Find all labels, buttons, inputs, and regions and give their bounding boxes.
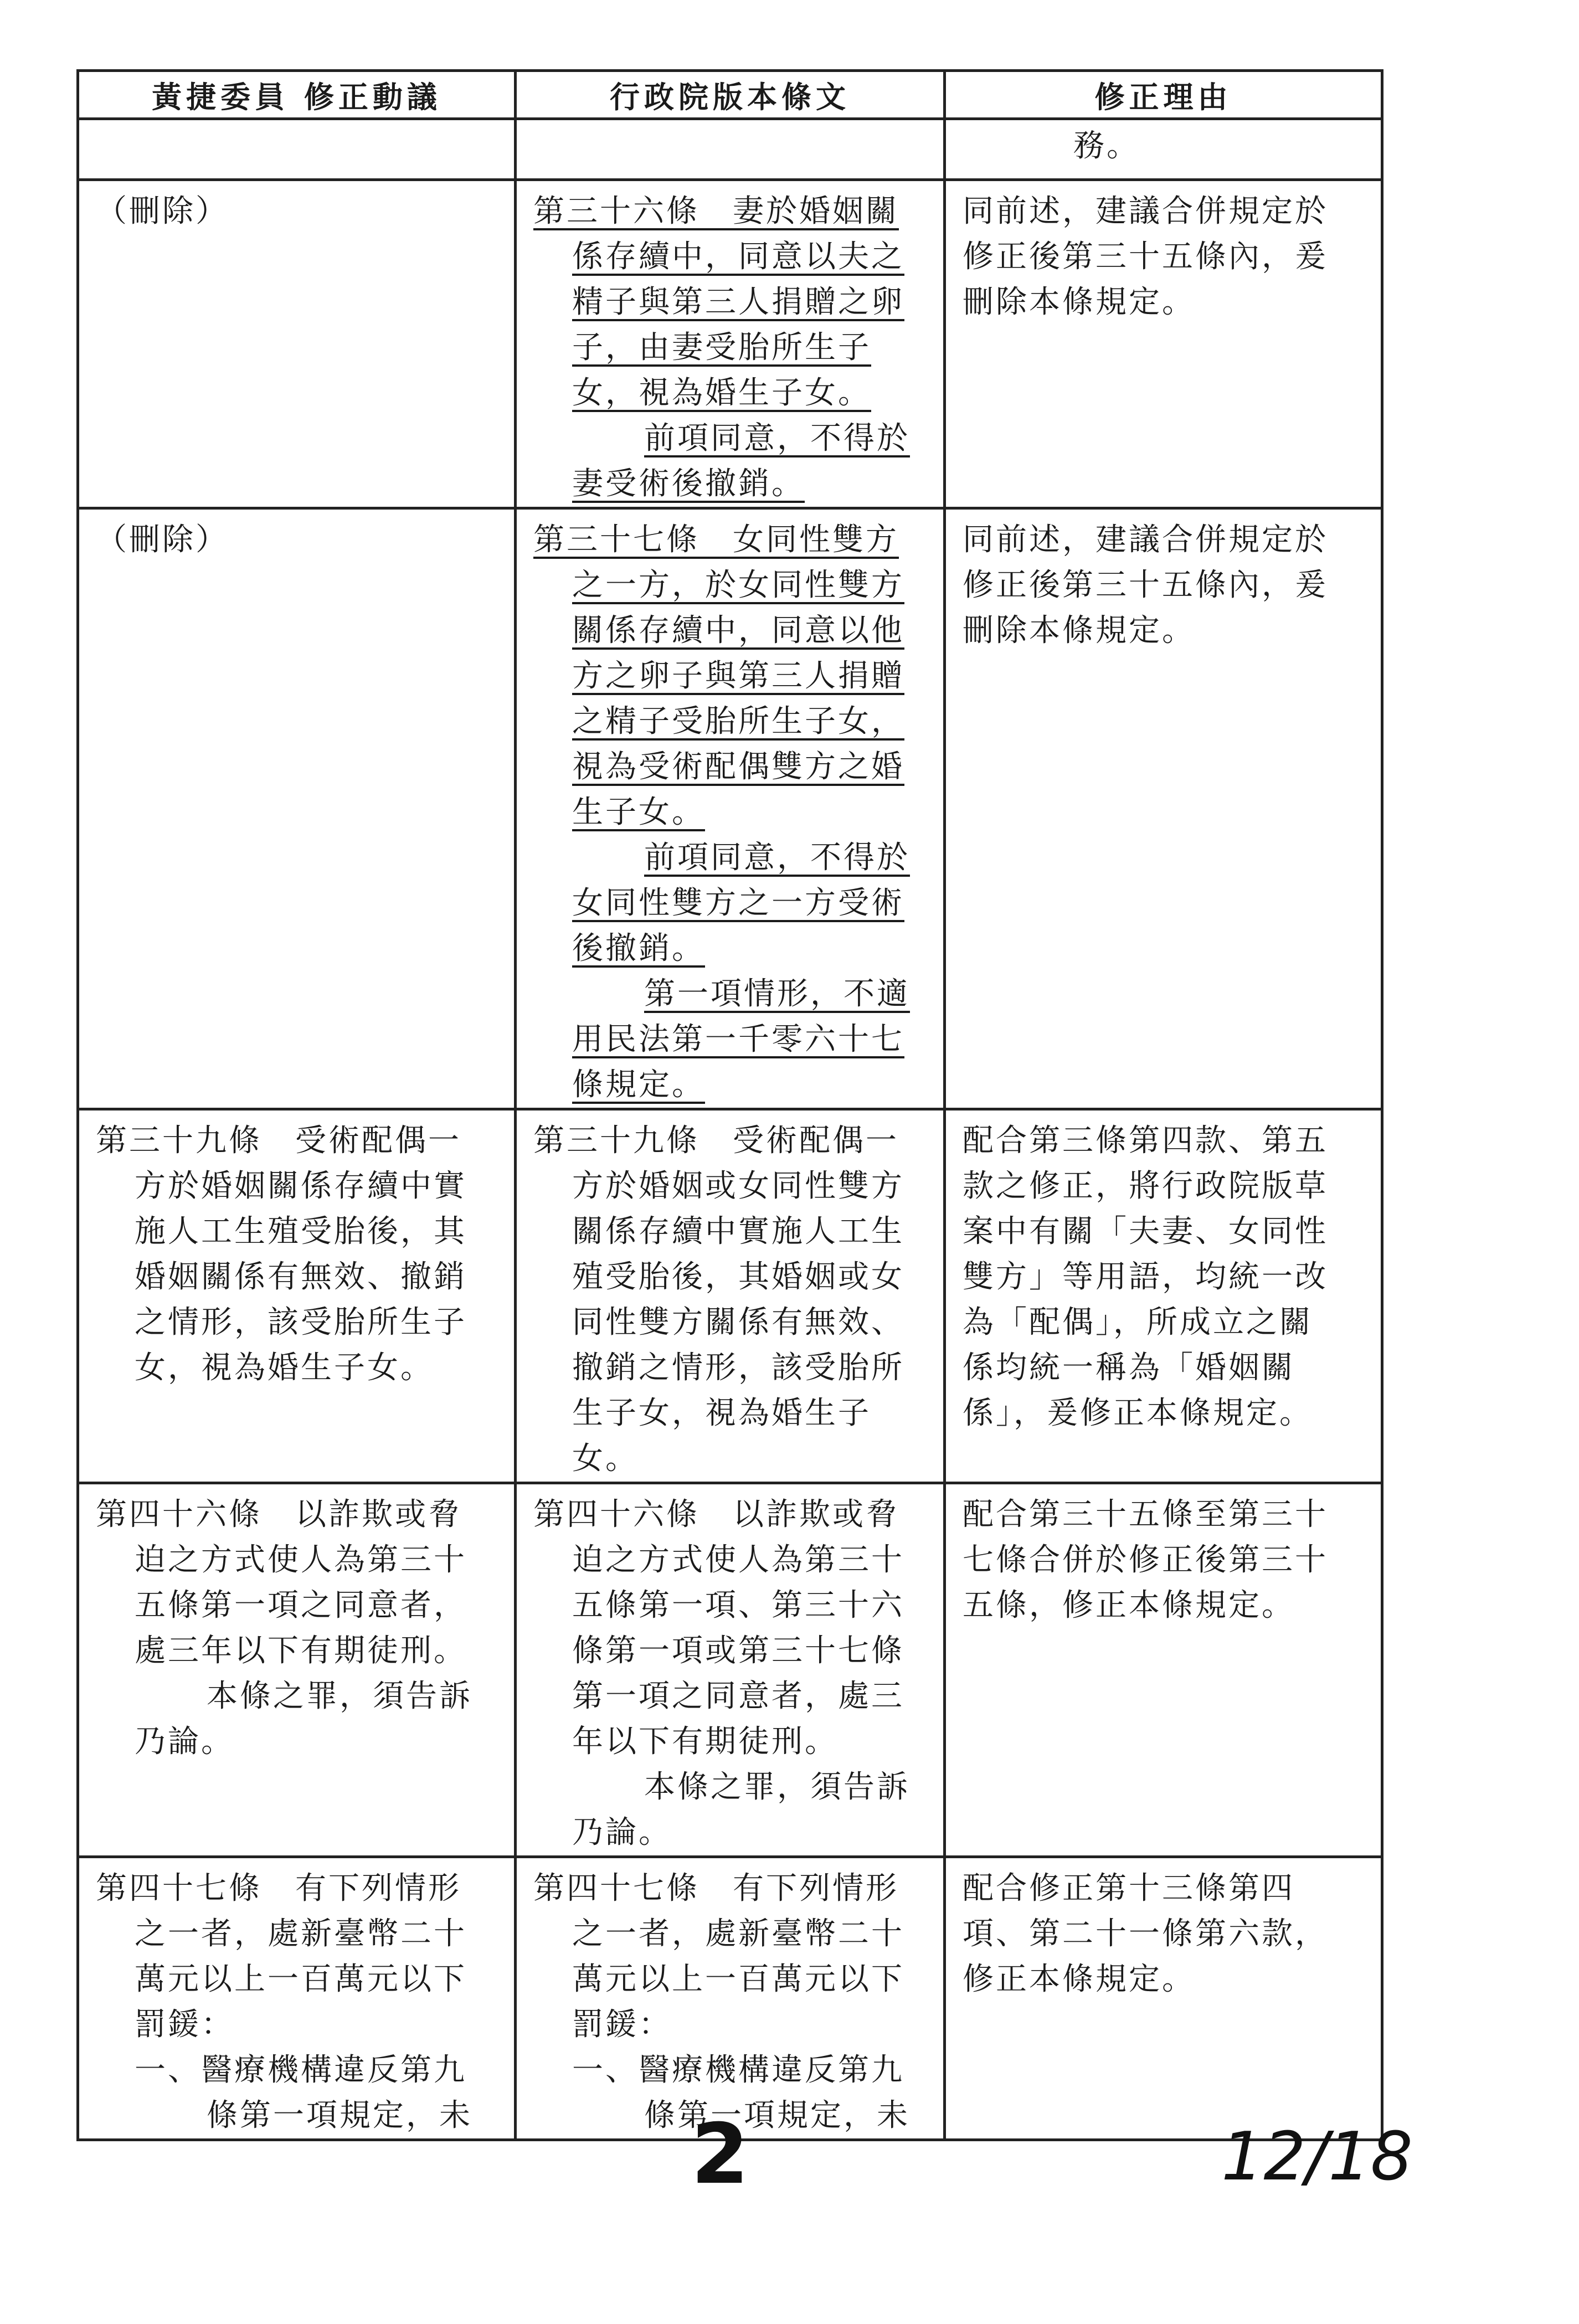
cell-text-line xyxy=(79,1911,514,1957)
cell-text-line xyxy=(79,1674,514,1719)
cell-text: 五條第一項之同意者， xyxy=(135,1587,467,1623)
cell-text: 五條第一項、第三十六 xyxy=(572,1587,904,1623)
cell-text: 婚姻關係有無效、撤銷 xyxy=(135,1259,467,1295)
cell-text-line xyxy=(946,280,1381,325)
table-row xyxy=(78,1483,1382,1857)
motion-cell xyxy=(78,1483,516,1857)
cell-text: 女，視為婚生子女。 xyxy=(572,375,871,411)
cell-text: 條規定。 xyxy=(572,1067,705,1103)
cell-text: 女。 xyxy=(572,1441,639,1477)
cell-text: 用民法第一千零六十七 xyxy=(572,1021,904,1057)
cell-text-line xyxy=(517,2002,943,2048)
cell-text-line xyxy=(79,1957,514,2002)
cell-text: 方於婚姻或女同性雙方 xyxy=(572,1168,904,1204)
cell-text-line xyxy=(517,325,943,371)
cell-text-line xyxy=(517,1017,943,1062)
header-amendment-reason: 修正理由 xyxy=(945,71,1382,119)
cell-text-line xyxy=(517,234,943,280)
cell-text: 之一者，處新臺幣二十 xyxy=(572,1916,904,1952)
cell-text: 第三十六條 妻於婚姻關 xyxy=(533,193,899,229)
reason-cell xyxy=(945,119,1382,180)
cell-text-line xyxy=(517,371,943,416)
reason-cell xyxy=(945,1483,1382,1857)
cell-text: 修正後第三十五條內，爰 xyxy=(963,239,1328,275)
motion-cell xyxy=(78,508,516,1109)
cell-text-line xyxy=(946,1391,1381,1436)
cell-text-line xyxy=(517,790,943,835)
cell-text: 案中有關「夫妻、女同性 xyxy=(963,1214,1328,1250)
executive-cell xyxy=(516,1857,945,2140)
cell-text: 年以下有期徒刑。 xyxy=(572,1724,838,1760)
executive-cell xyxy=(516,119,945,180)
cell-text-line xyxy=(946,1345,1381,1391)
cell-text-line xyxy=(946,1583,1381,1628)
cell-text-line xyxy=(517,654,943,699)
cell-text: 處三年以下有期徒刑。 xyxy=(135,1633,467,1669)
cell-text-line xyxy=(517,699,943,744)
cell-text-line xyxy=(517,1209,943,1254)
cell-text-line xyxy=(517,189,943,234)
cell-text: 第三十九條 受術配偶一 xyxy=(96,1123,461,1159)
cell-text-line xyxy=(517,1538,943,1583)
cell-text: 條第一項或第三十七條 xyxy=(572,1633,904,1669)
cell-text: 之一方，於女同性雙方 xyxy=(572,567,904,603)
cell-text-line xyxy=(517,2048,943,2093)
executive-cell xyxy=(516,1109,945,1483)
cell-text: 迫之方式使人為第三十 xyxy=(135,1542,467,1578)
cell-text-line xyxy=(517,416,943,461)
cell-text-line xyxy=(517,1164,943,1209)
cell-text: 生子女。 xyxy=(572,794,705,830)
cell-text: 雙方」等用語，均統一改 xyxy=(963,1259,1328,1295)
cell-text: 迫之方式使人為第三十 xyxy=(572,1542,904,1578)
cell-text-line xyxy=(946,563,1381,608)
cell-text-line xyxy=(517,1719,943,1765)
cell-text: （刪除） xyxy=(96,193,229,229)
cell-text: 子，由妻受胎所生子 xyxy=(572,330,871,366)
cell-text-line xyxy=(517,1866,943,1911)
cell-text-line xyxy=(79,1209,514,1254)
cell-text: 為「配偶」，所成立之關 xyxy=(963,1304,1313,1340)
cell-text-line xyxy=(946,189,1381,234)
cell-text: 本條之罪，須告訴 xyxy=(644,1769,910,1805)
cell-text-line xyxy=(517,1300,943,1345)
cell-text-line xyxy=(946,517,1381,563)
cell-text-line xyxy=(946,1254,1381,1300)
cell-text-line xyxy=(79,517,514,563)
cell-text-line xyxy=(79,2002,514,2048)
cell-text-line xyxy=(79,1866,514,1911)
cell-text-line xyxy=(517,1911,943,1957)
cell-text-line xyxy=(79,1164,514,1209)
cell-text-line xyxy=(517,744,943,790)
cell-text-line xyxy=(79,1492,514,1538)
cell-text: 係」，爰修正本條規定。 xyxy=(963,1395,1313,1431)
cell-text: 條第一項規定，未 xyxy=(644,2097,910,2133)
executive-cell xyxy=(516,508,945,1109)
cell-text-line xyxy=(946,1957,1381,2002)
cell-text-line xyxy=(79,1719,514,1765)
cell-text-line xyxy=(517,1810,943,1855)
executive-cell xyxy=(516,1483,945,1857)
cell-text-line xyxy=(79,1345,514,1391)
comparison-table xyxy=(76,69,1383,2141)
cell-text: 萬元以上一百萬元以下 xyxy=(572,1961,904,1997)
cell-text: 萬元以上一百萬元以下 xyxy=(135,1961,467,1997)
cell-text-line xyxy=(79,1628,514,1674)
cell-text-line xyxy=(517,926,943,971)
motion-cell xyxy=(78,119,516,180)
cell-text: 女同性雙方之一方受術 xyxy=(572,885,904,921)
cell-text: 施人工生殖受胎後，其 xyxy=(135,1214,467,1250)
cell-text-line xyxy=(517,971,943,1017)
cell-text-line xyxy=(517,1957,943,2002)
cell-text: 妻受術後撤銷。 xyxy=(572,466,805,502)
reason-cell xyxy=(945,1109,1382,1483)
cell-text-line xyxy=(79,1300,514,1345)
cell-text: 前項同意，不得於 xyxy=(644,840,910,876)
cell-text-line xyxy=(79,1118,514,1164)
cell-text: 之精子受胎所生子女， xyxy=(572,703,904,739)
cell-text-line xyxy=(946,1209,1381,1254)
cell-text-line xyxy=(79,2093,514,2138)
cell-text-line xyxy=(517,517,943,563)
cell-text: 之情形，該受胎所生子 xyxy=(135,1304,467,1340)
cell-text: 一、醫療機構違反第九 xyxy=(135,2052,467,2088)
motion-cell xyxy=(78,180,516,508)
cell-text: 係存續中，同意以夫之 xyxy=(572,239,904,275)
table-row xyxy=(78,1109,1382,1483)
cell-text: 七條合併於修正後第三十 xyxy=(963,1542,1328,1578)
page-stamp: 12/18 xyxy=(1221,2119,1413,2196)
cell-text-line xyxy=(79,1254,514,1300)
motion-cell xyxy=(78,1857,516,2140)
header-row xyxy=(78,71,1382,119)
reason-cell xyxy=(945,180,1382,508)
cell-text: 第四十七條 有下列情形 xyxy=(96,1870,461,1906)
cell-text-line xyxy=(517,1674,943,1719)
table-row xyxy=(78,119,1382,180)
cell-text: 方於婚姻關係存續中實 xyxy=(135,1168,467,1204)
cell-text-line xyxy=(517,280,943,325)
cell-text-line xyxy=(517,881,943,926)
cell-text-line xyxy=(517,1118,943,1164)
cell-text: 刪除本條規定。 xyxy=(963,613,1195,649)
cell-text-line xyxy=(517,563,943,608)
cell-text: 修正本條規定。 xyxy=(963,1961,1195,1997)
cell-text: 配合第三條第四款、第五 xyxy=(963,1123,1328,1159)
cell-text: 配合第三十五條至第三十 xyxy=(963,1497,1328,1533)
cell-text: 前項同意，不得於 xyxy=(644,420,910,456)
table-row xyxy=(78,1857,1382,2140)
cell-text-line xyxy=(517,1492,943,1538)
cell-text: 同性雙方關係有無效、 xyxy=(572,1304,904,1340)
cell-text: 一、醫療機構違反第九 xyxy=(572,2052,904,2088)
table-row xyxy=(78,508,1382,1109)
cell-text-line xyxy=(946,1866,1381,1911)
cell-text: 第一項之同意者，處三 xyxy=(572,1678,904,1714)
table-row xyxy=(78,180,1382,508)
cell-text: 殖受胎後，其婚姻或女 xyxy=(572,1259,904,1295)
cell-text: 撤銷之情形，該受胎所 xyxy=(572,1350,904,1386)
cell-text: 罰鍰： xyxy=(135,2007,234,2043)
cell-text: 務。 xyxy=(1073,128,1140,164)
cell-text: 刪除本條規定。 xyxy=(963,284,1195,320)
header-motion: 黃捷委員 修正動議 xyxy=(78,71,516,119)
reason-cell xyxy=(945,1857,1382,2140)
cell-text-line xyxy=(79,1583,514,1628)
motion-cell xyxy=(78,1109,516,1483)
page-number: 2 xyxy=(691,2106,749,2203)
cell-text-line xyxy=(946,124,1381,169)
cell-text: 係均統一稱為「婚姻關 xyxy=(963,1350,1295,1386)
cell-text: 同前述，建議合併規定於 xyxy=(963,522,1328,558)
cell-text-line xyxy=(517,1628,943,1674)
cell-text-line xyxy=(517,1345,943,1391)
header-executive-yuan-version: 行政院版本條文 xyxy=(516,71,945,119)
cell-text: 關係存續中實施人工生 xyxy=(572,1214,904,1250)
cell-text-line xyxy=(946,1538,1381,1583)
cell-text-line xyxy=(946,1911,1381,1957)
cell-text: 項、第二十一條第六款， xyxy=(963,1916,1328,1952)
cell-text-line xyxy=(946,1164,1381,1209)
cell-text-line xyxy=(946,608,1381,654)
cell-text-line xyxy=(79,189,514,234)
cell-text: 生子女，視為婚生子 xyxy=(572,1395,871,1431)
cell-text: 配合修正第十三條第四 xyxy=(963,1870,1295,1906)
cell-text: 條第一項規定，未 xyxy=(207,2097,472,2133)
cell-text: 第三十七條 女同性雙方 xyxy=(533,522,899,558)
reason-cell xyxy=(945,508,1382,1109)
cell-text-line xyxy=(517,1436,943,1482)
cell-text-line xyxy=(517,1062,943,1108)
cell-text-line xyxy=(946,1118,1381,1164)
cell-text: 五條，修正本條規定。 xyxy=(963,1587,1295,1623)
cell-text-line xyxy=(517,1254,943,1300)
executive-cell xyxy=(516,180,945,508)
cell-text: 修正後第三十五條內，爰 xyxy=(963,567,1328,603)
cell-text-line xyxy=(517,461,943,507)
cell-text: （刪除） xyxy=(96,522,229,558)
cell-text: 同前述，建議合併規定於 xyxy=(963,193,1328,229)
cell-text-line xyxy=(517,1583,943,1628)
cell-text: 精子與第三人捐贈之卵 xyxy=(572,284,904,320)
cell-text-line xyxy=(517,608,943,654)
cell-text: 之一者，處新臺幣二十 xyxy=(135,1916,467,1952)
cell-text: 乃論。 xyxy=(135,1724,234,1760)
cell-text: 方之卵子與第三人捐贈 xyxy=(572,658,904,694)
cell-text: 關係存續中，同意以他 xyxy=(572,613,904,649)
cell-text-line xyxy=(946,1492,1381,1538)
cell-text: 乃論。 xyxy=(572,1814,672,1850)
cell-text: 第三十九條 受術配偶一 xyxy=(533,1123,899,1159)
cell-text: 第四十六條 以詐欺或脅 xyxy=(96,1497,461,1533)
cell-text-line xyxy=(517,1765,943,1810)
cell-text: 第四十七條 有下列情形 xyxy=(533,1870,899,1906)
cell-text-line xyxy=(79,2048,514,2093)
cell-text: 第四十六條 以詐欺或脅 xyxy=(533,1497,899,1533)
cell-text-line xyxy=(517,1391,943,1436)
cell-text: 罰鍰： xyxy=(572,2007,672,2043)
cell-text-line xyxy=(946,1300,1381,1345)
cell-text-line xyxy=(946,234,1381,280)
cell-text: 款之修正，將行政院版草 xyxy=(963,1168,1328,1204)
cell-text: 第一項情形，不適 xyxy=(644,976,910,1012)
cell-text: 後撤銷。 xyxy=(572,930,705,966)
cell-text: 本條之罪，須告訴 xyxy=(207,1678,472,1714)
cell-text-line xyxy=(79,1538,514,1583)
cell-text-line xyxy=(517,835,943,881)
cell-text: 視為受術配偶雙方之婚 xyxy=(572,749,904,785)
cell-text: 女，視為婚生子女。 xyxy=(135,1350,434,1386)
